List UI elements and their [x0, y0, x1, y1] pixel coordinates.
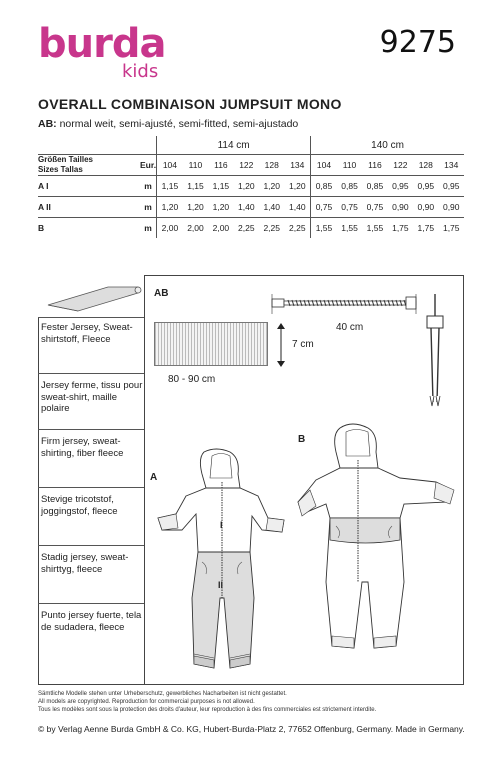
value-cell: 1,20 — [259, 176, 284, 197]
table-row — [38, 197, 464, 218]
value-cell: 2,00 — [208, 218, 233, 239]
column-divider — [144, 275, 145, 685]
row-label: B — [38, 218, 140, 239]
value-cell: 0,90 — [439, 197, 465, 218]
size-cell: 122 — [234, 155, 259, 176]
view-b-label: B — [298, 434, 306, 445]
fabric-list — [38, 275, 144, 685]
size-cell: 110 — [183, 155, 208, 176]
sizes-label-1: Größen Tailles — [38, 155, 93, 164]
view-code: AB: — [38, 118, 57, 130]
piece-ii-label: II — [218, 580, 224, 590]
value-cell: 0,90 — [413, 197, 438, 218]
table-row — [38, 218, 464, 239]
value-cell: 1,75 — [388, 218, 413, 239]
sizes-label — [38, 155, 140, 176]
value-cell: 0,75 — [337, 197, 362, 218]
unit-cell: m — [140, 218, 157, 239]
rib-knit-swatch — [154, 322, 268, 366]
rib-height-label: 7 cm — [292, 339, 314, 350]
value-cell: 1,15 — [183, 176, 208, 197]
unit-cell: m — [140, 197, 157, 218]
size-cell: 110 — [337, 155, 362, 176]
size-cell: 116 — [362, 155, 387, 176]
width-114-header: 114 cm — [157, 136, 311, 155]
value-cell: 1,15 — [208, 176, 233, 197]
zip-length-label: 40 cm — [336, 322, 364, 333]
size-cell: 104 — [311, 155, 337, 176]
value-cell: 1,55 — [311, 218, 337, 239]
legal-notice — [38, 690, 468, 714]
ab-label: AB — [154, 288, 169, 299]
value-cell: 2,00 — [183, 218, 208, 239]
eur-label: Eur. — [140, 155, 157, 176]
fabric-es: Punto jersey fuerte, tela de sudadera, fleece — [38, 603, 144, 685]
value-cell: 2,25 — [259, 218, 284, 239]
value-cell: 1,40 — [259, 197, 284, 218]
brand-sub: kids — [122, 61, 159, 82]
value-cell: 1,75 — [413, 218, 438, 239]
size-cell: 122 — [388, 155, 413, 176]
row-label: A II — [38, 197, 140, 218]
copyright-line: © by Verlag Aenne Burda GmbH & Co. KG, Hubert-Burda-Platz 2, 77652 Offenburg, Germany. Made in Germany. — [38, 724, 465, 734]
value-cell: 1,40 — [234, 197, 259, 218]
row-label: A I — [38, 176, 140, 197]
value-cell: 0,85 — [311, 176, 337, 197]
table-row — [38, 176, 464, 197]
value-cell: 1,20 — [208, 197, 233, 218]
value-cell: 1,20 — [157, 197, 183, 218]
value-cell: 0,95 — [413, 176, 438, 197]
height-arrow-icon — [274, 322, 288, 368]
pattern-title: OVERALL COMBINAISON JUMPSUIT MONO — [38, 96, 342, 112]
value-cell: 0,85 — [362, 176, 387, 197]
value-cell: 1,20 — [183, 197, 208, 218]
view-a-label: A — [150, 472, 158, 483]
fabric-nl: Stevige tricotstof, joggingstof, fleece — [38, 487, 144, 545]
brand-name: burda — [38, 21, 166, 67]
snap-tool-icon — [422, 292, 448, 410]
rib-width-label: 80 - 90 cm — [168, 374, 216, 385]
value-cell: 0,85 — [337, 176, 362, 197]
value-cell: 1,40 — [284, 197, 310, 218]
fabric-en: Firm jersey, sweat-shirting, fiber fleece — [38, 429, 144, 487]
pattern-number: 9275 — [379, 25, 456, 60]
value-cell: 2,25 — [284, 218, 310, 239]
value-cell: 1,75 — [439, 218, 465, 239]
legal-fr: Tous les modèles sont sous la protection des droits d'auteur, leur reproduction à des fins commerciales est strictement interdite. — [38, 707, 377, 713]
size-cell: 128 — [259, 155, 284, 176]
zipper-icon — [270, 288, 420, 318]
fabric-roll-icon — [38, 275, 144, 317]
fit-text: normal weit, semi-ajusté, semi-fitted, semi-ajustado — [56, 118, 299, 130]
jumpsuit-a-illustration — [146, 448, 296, 680]
value-cell: 2,00 — [157, 218, 183, 239]
value-cell: 0,90 — [388, 197, 413, 218]
value-cell: 1,55 — [362, 218, 387, 239]
legal-de: Sämtliche Modelle stehen unter Urheberschutz, gewerbliches Nacharbeiten ist nicht gestattet. — [38, 691, 287, 697]
value-cell: 1,20 — [234, 176, 259, 197]
fit-description — [38, 118, 298, 130]
piece-i-label: I — [220, 520, 223, 530]
value-cell: 1,15 — [157, 176, 183, 197]
value-cell: 0,95 — [439, 176, 465, 197]
unit-cell: m — [140, 176, 157, 197]
fabric-de: Fester Jersey, Sweat-shirtstoff, Fleece — [38, 317, 144, 373]
value-cell: 0,75 — [362, 197, 387, 218]
size-cell: 134 — [439, 155, 465, 176]
value-cell: 0,95 — [388, 176, 413, 197]
size-cell: 128 — [413, 155, 438, 176]
burda-kids-logo — [38, 22, 178, 84]
value-cell: 2,25 — [234, 218, 259, 239]
value-cell: 0,75 — [311, 197, 337, 218]
fabric-fr: Jersey ferme, tissu pour sweat-shirt, maille polaire — [38, 373, 144, 429]
legal-en: All models are copyrighted. Reproduction for commercial purposes is not allowed. — [38, 699, 255, 705]
size-cell: 104 — [157, 155, 183, 176]
value-cell: 1,55 — [337, 218, 362, 239]
width-140-header: 140 cm — [371, 139, 404, 151]
fabric-sv: Stadig jersey, sweat-shirttyg, fleece — [38, 545, 144, 603]
value-cell: 1,20 — [284, 176, 310, 197]
sizes-label-2: Sizes Tallas — [38, 165, 83, 174]
size-cell: 134 — [284, 155, 310, 176]
size-cell: 116 — [208, 155, 233, 176]
fabric-requirements-table — [38, 136, 464, 238]
jumpsuit-b-illustration — [296, 422, 466, 660]
